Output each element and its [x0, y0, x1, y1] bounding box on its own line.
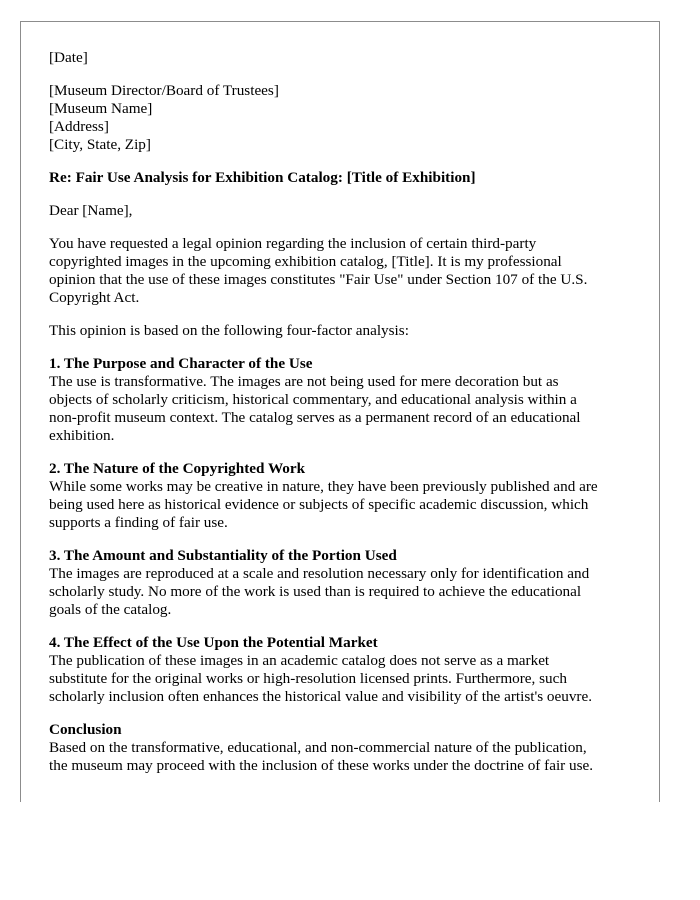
letter-date: [Date] [49, 49, 88, 66]
factor-line: goals of the catalog. [49, 601, 172, 618]
factor-section [49, 355, 639, 445]
factor-line: being used here as historical evidence or subjects of specific academic discussion, which [49, 496, 589, 513]
factor-line: While some works may be creative in nature, they have been previously published and are [49, 478, 598, 495]
factor-line: The images are reproduced at a scale and resolution necessary only for identification and [49, 565, 590, 582]
factor-section [49, 547, 639, 619]
factor-section [49, 460, 639, 532]
factor-heading: 2. The Nature of the Copyrighted Work [49, 460, 306, 477]
recipient-line: [City, State, Zip] [49, 136, 151, 153]
salutation: Dear [Name], [49, 202, 133, 219]
factor-line: non-profit museum context. The catalog serves as a permanent record of an educational [49, 409, 581, 426]
factor-heading: 1. The Purpose and Character of the Use [49, 355, 313, 372]
analysis-intro: This opinion is based on the following four-factor analysis: [49, 322, 409, 339]
recipient-address [49, 82, 639, 154]
intro-line: Copyright Act. [49, 289, 140, 306]
factor-line: The publication of these images in an academic catalog does not serve as a market [49, 652, 550, 669]
factor-line: supports a finding of fair use. [49, 514, 228, 531]
conclusion-heading: Conclusion [49, 721, 122, 738]
intro-line: copyrighted images in the upcoming exhibition catalog, [Title]. It is my professional [49, 253, 562, 270]
factor-line: substitute for the original works or high-resolution licensed prints. Furthermore, such [49, 670, 567, 687]
factor-line: exhibition. [49, 427, 115, 444]
factor-line: The use is transformative. The images are not being used for mere decoration but as [49, 373, 559, 390]
subject-line: Re: Fair Use Analysis for Exhibition Catalog: [Title of Exhibition] [49, 169, 476, 186]
recipient-line: [Address] [49, 118, 109, 135]
factor-heading: 3. The Amount and Substantiality of the Portion Used [49, 547, 397, 564]
recipient-line: [Museum Director/Board of Trustees] [49, 82, 279, 99]
factor-section [49, 634, 639, 706]
conclusion-line: Based on the transformative, educational, and non-commercial nature of the publication, [49, 739, 587, 756]
factor-heading: 4. The Effect of the Use Upon the Potential Market [49, 634, 378, 651]
intro-line: You have requested a legal opinion regarding the inclusion of certain third-party [49, 235, 537, 252]
letter-body [49, 49, 639, 775]
factor-line: scholarly inclusion often enhances the historical value and visibility of the artist's oeuvre. [49, 688, 593, 705]
conclusion-line: the museum may proceed with the inclusion of these works under the doctrine of fair use. [49, 757, 594, 774]
intro-paragraph [49, 235, 639, 307]
intro-line: opinion that the use of these images constitutes "Fair Use" under Section 107 of the U.S. [49, 271, 588, 288]
factor-line: scholarly study. No more of the work is used than is required to achieve the educational [49, 583, 582, 600]
conclusion-section [49, 721, 639, 775]
factor-line: objects of scholarly criticism, historical commentary, and educational analysis within a [49, 391, 577, 408]
letter-page [20, 21, 660, 802]
recipient-line: [Museum Name] [49, 100, 153, 117]
